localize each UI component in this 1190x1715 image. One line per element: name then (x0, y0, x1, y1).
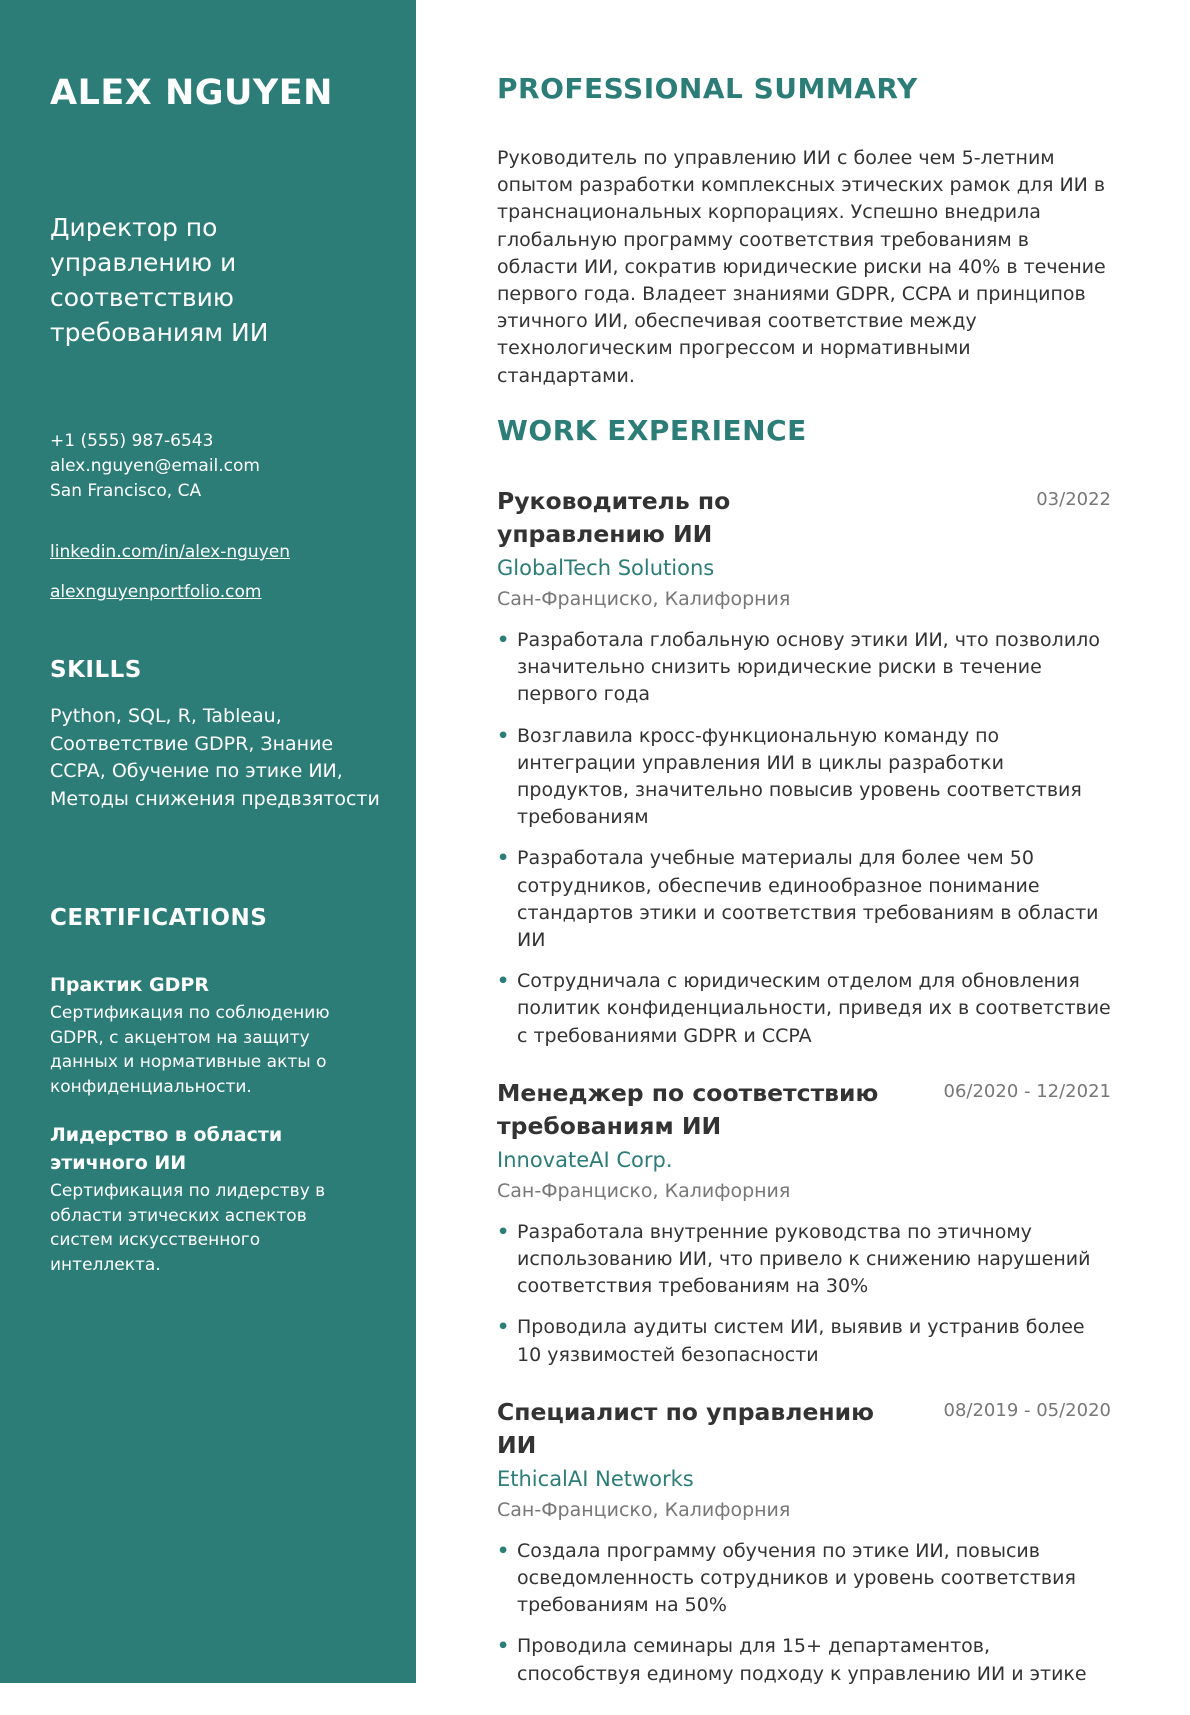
bullet-icon: • (497, 724, 510, 747)
linkedin-link[interactable]: linkedin.com/in/alex-nguyen (50, 542, 291, 562)
job-bullet-text: Проводила аудиты систем ИИ, выявив и устранив более 10 уязвимостей безопасности (517, 1316, 1085, 1366)
job-bullet (497, 968, 1111, 1050)
job-bullet (497, 1219, 1111, 1301)
bullet-icon: • (497, 1220, 510, 1243)
contact-location: San Francisco, CA (50, 481, 202, 501)
jobs-list (497, 485, 1111, 1715)
candidate-name: ALEX NGUYEN (50, 73, 333, 113)
bullet-icon: • (497, 847, 510, 870)
job-bullet-text: Сотрудничала с юридическим отделом для обновления политик конфиденциальности, приведя их в соответствие с требованиями GDPR и CCPA (517, 970, 1111, 1047)
portfolio-link[interactable]: alexnguyenportfolio.com (50, 582, 262, 602)
certification-item (50, 971, 370, 1099)
job-bullet-text: Возглавила кросс-функциональную команду по интеграции управления ИИ в циклы разработки продуктов, значительно повысив уровень соответствия требованиям (517, 724, 1082, 829)
job-title: Специалист по управлению ИИ (497, 1397, 874, 1459)
job-bullets (497, 1219, 1111, 1369)
bullet-icon: • (497, 970, 510, 993)
certification-description: Сертификация по соблюдению GDPR, с акцентом на защиту данных и нормативные акты о конфиденциальности. (50, 1003, 330, 1097)
job-location: Сан-Франциско, Калифорния (497, 1498, 791, 1521)
sidebar (0, 0, 416, 1683)
job-location: Сан-Франциско, Калифорния (497, 588, 791, 610)
certification-item (50, 1121, 370, 1277)
summary-heading: PROFESSIONAL SUMMARY (497, 72, 918, 105)
work-experience-heading: WORK EXPERIENCE (497, 414, 807, 447)
job-bullets (497, 1538, 1111, 1688)
skills-list: Python, SQL, R, Tableau, Соответствие GDPR, Знание CCPA, Обучение по этике ИИ, Методы снижения предвзятости (50, 705, 380, 810)
job-bullet-text: Проводила семинары для 15+ департаментов, способствуя единому подходу к управлению ИИ и этике (517, 1635, 1087, 1685)
job-bullets (497, 627, 1111, 1050)
job-entry (497, 485, 1111, 1050)
summary-text: Руководитель по управлению ИИ с более чем 5-летним опытом разработки комплексных этических рамок для ИИ в транснациональных корпорациях. Успешно внедрила глобальную программу соответствия требованиям в области ИИ, сократив юридические риски на 40% в течение первого года. Владеет знаниями GDPR, CCPA и принципов этичного ИИ, обеспечивая соответствие между технологическим прогрессом и нормативными стандартами. (497, 147, 1106, 387)
job-bullet (497, 1314, 1111, 1368)
job-bullet (497, 1538, 1111, 1620)
job-bullet (497, 723, 1111, 832)
candidate-role: Директор по управлению и соответствию требованиям ИИ (50, 213, 269, 347)
certifications-heading: CERTIFICATIONS (50, 905, 268, 931)
job-entry (497, 1077, 1111, 1369)
skills-heading: SKILLS (50, 657, 142, 683)
job-date: 06/2020 - 12/2021 (943, 1080, 1111, 1102)
certification-description: Сертификация по лидерству в области этических аспектов систем искусственного интеллекта. (50, 1181, 326, 1275)
certification-title: Практик GDPR (50, 974, 209, 996)
bullet-icon: • (497, 1539, 510, 1562)
job-company: EthicalAI Networks (497, 1466, 694, 1491)
job-date: 03/2022 (1036, 489, 1111, 510)
job-location: Сан-Франциско, Калифорния (497, 1179, 791, 1202)
job-bullet (497, 845, 1111, 954)
job-bullet-text: Разработала внутренние руководства по этичному использованию ИИ, что привело к снижению нарушений соответствия требованиям на 30% (517, 1220, 1091, 1298)
job-company: InnovateAI Corp. (497, 1147, 673, 1172)
contact-email: alex.nguyen@email.com (50, 456, 260, 476)
bullet-icon: • (497, 1316, 510, 1339)
job-bullet-text: Разработала учебные материалы для более чем 50 сотрудников, обеспечив единообразное понимание стандартов этики и соответствия требованиям в области ИИ (517, 847, 1099, 952)
bullet-icon: • (497, 629, 510, 651)
profile-links (50, 540, 290, 620)
job-title: Менеджер по соответствию требованиям ИИ (497, 1078, 879, 1140)
job-date: 08/2019 - 05/2020 (943, 1399, 1111, 1421)
job-bullet (497, 1633, 1111, 1687)
contact-info (50, 429, 260, 504)
job-bullet (497, 627, 1111, 709)
job-bullet-text: Разработала глобальную основу этики ИИ, что позволило значительно снизить юридические риски в течение первого года (517, 629, 1100, 706)
job-company: GlobalTech Solutions (497, 556, 715, 580)
bullet-icon: • (497, 1635, 510, 1658)
contact-phone: +1 (555) 987-6543 (50, 431, 214, 451)
certification-title: Лидерство в области этичного ИИ (50, 1124, 283, 1174)
job-bullet-text: Создала программу обучения по этике ИИ, повысив осведомленность сотрудников и уровень соответствия требованиям на 50% (517, 1539, 1076, 1617)
job-entry (497, 1396, 1111, 1688)
job-title: Руководитель по управлению ИИ (497, 487, 731, 548)
certifications-list (50, 971, 370, 1299)
